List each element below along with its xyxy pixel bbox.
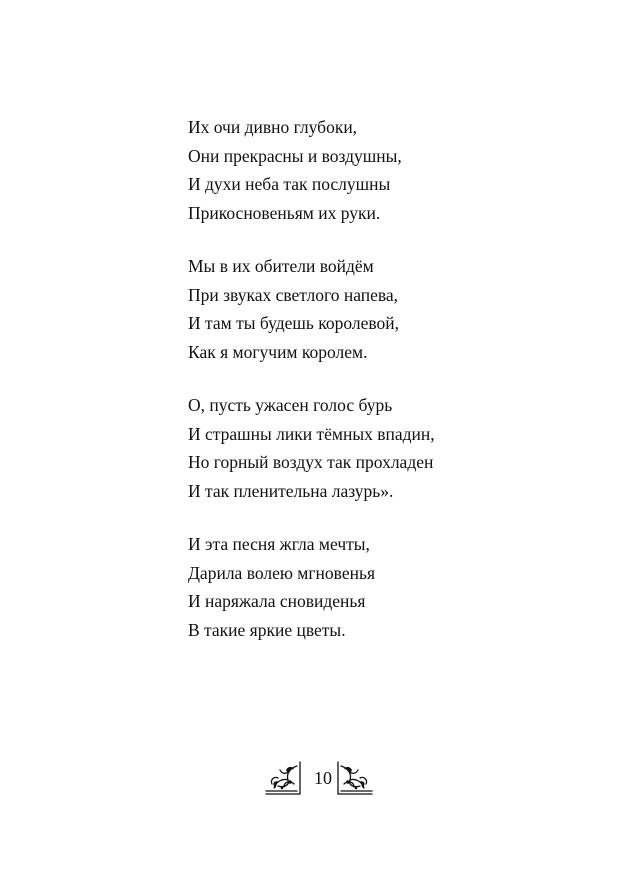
poem-line: И духи неба так послушны [188,174,391,194]
poem-line: И так пленительна лазурь». [188,480,394,501]
poem-line: Мы в их обители войдём [188,256,374,276]
stanza-3 [188,391,588,505]
floral-ornament-icon [264,760,302,796]
poem-line: Дарила волею мгновенья [188,562,375,583]
poem-text [188,113,588,669]
stanza-4 [188,530,588,644]
poem-line: И там ты будешь королевой, [188,313,400,333]
stanza-1 [188,113,588,227]
poem-line: И эта песня жгла мечты, [188,534,370,554]
floral-ornament-icon [336,760,374,796]
poem-line: И наряжала сновиденья [188,591,366,611]
page-number: 10 [314,768,332,788]
poem-line: В такие яркие цветы. [188,619,346,640]
poem-line: При звуках светлого напева, [188,284,399,305]
poem-line: И страшны лики тёмных впадин, [188,423,435,444]
poem-line: Их очи дивно глубоки, [188,117,358,137]
poem-line: О, пусть ужасен голос бурь [188,395,393,415]
page-footer [0,758,620,798]
poem-line: Но горный воздух так прохладен [188,452,434,472]
stanza-2 [188,252,588,366]
poem-line: Как я могучим королем. [188,341,368,362]
poem-line: Они прекрасны и воздушны, [188,145,402,166]
poem-line: Прикосновеньям их руки. [188,202,381,223]
